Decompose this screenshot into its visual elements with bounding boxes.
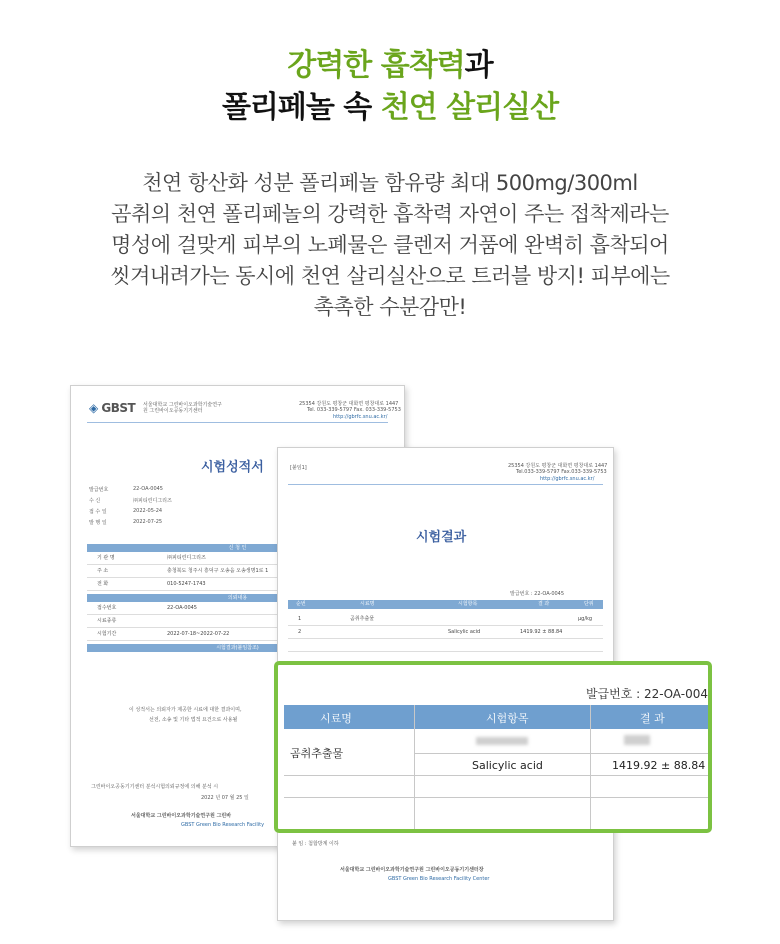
headline-line-1: [0, 40, 780, 84]
zoom-sample-name: 곰취추출물: [290, 747, 344, 760]
certificate-title: 시험성적서: [201, 460, 264, 475]
zoom-issue-number: 발급번호 : 22-OA-004: [585, 687, 708, 701]
note: 선전, 소송 및 기타 법적 요건으로 사용될: [149, 717, 238, 723]
zoomed-result-box: [274, 661, 712, 833]
gbst-logo: ◈ GBST: [89, 401, 136, 415]
description-line: 씻겨내려가는 동시에 천연 살리실산으로 트러블 방지! 피부에는: [110, 264, 670, 288]
field-label: 수 신: [89, 498, 101, 504]
description: [40, 168, 740, 323]
table-row: 주 소 충청북도 청주시 흥덕구 오송읍 오송생명1로 1: [87, 566, 388, 578]
footer-note: 그린바이오공동기기센터 분석시험의뢰규정에 의해 분석 시: [91, 784, 219, 790]
zoom-result-value: 1419.92 ± 88.84: [612, 759, 706, 772]
row-divider: [284, 775, 708, 776]
applicant-band: 신 청 인: [87, 544, 388, 552]
row-divider: [414, 753, 708, 754]
header-org: 서울대학교 그린바이오과학기술연구원 그린바이오공동기기센터: [143, 402, 222, 414]
table-row: 2 Salicylic acid 1419.92 ± 88.84: [288, 627, 603, 639]
table-row: 기 관 명 ㈜피티린디그리즈: [87, 553, 388, 565]
field-label: 발 행 일: [89, 520, 107, 526]
request-band: 의뢰내용: [87, 594, 388, 602]
field-value: ㈜피티린디그리즈: [133, 498, 172, 504]
result-title: 시험결과: [416, 530, 467, 545]
website: http://gbrfc.snu.ac.kr/: [333, 414, 388, 420]
headline-black-text: 과: [464, 48, 493, 83]
headline-line-2: [0, 82, 780, 126]
redacted-text: [476, 737, 528, 745]
header-sample: 시료명: [320, 712, 352, 725]
footer-note: 붙 임 : 첨합방계 이하: [292, 841, 339, 847]
column-divider: [590, 705, 591, 829]
field-value: 2022-05-24: [133, 508, 163, 514]
website: http://gbrfc.snu.ac.kr/: [540, 476, 595, 482]
result-band: 시험결과(붙임참조): [87, 644, 388, 652]
table-row: 접수번호 22-OA-0045: [87, 603, 388, 615]
footer-org: 서울대학교 그린바이오과학기술연구원 그린바이오공동기기센터장: [340, 867, 484, 873]
field-value: 2022-07-25: [133, 519, 163, 525]
footer-org-en: GBST Green Bio Research Facility: [181, 822, 265, 828]
tel-fax: Tel. 033-339-5797 Fax. 033-339-5753: [307, 407, 401, 413]
footer-date: 2022 년 07 월 25 일: [201, 795, 249, 801]
table-row: 시료종류: [87, 616, 388, 628]
tel-fax: Tel.033-339-5797 Fax.033-339-5753: [516, 469, 607, 475]
field-value: 22-OA-0045: [133, 486, 163, 492]
table-row: 시험기간 2022-07-18~2022-07-22: [87, 629, 388, 641]
divider: [87, 422, 388, 423]
description-line: 곰취의 천연 폴리페놀의 강력한 흡착력 자연이 주는 접착제라는: [111, 202, 669, 226]
row-divider: [284, 797, 708, 798]
header-item: 시험항목: [486, 712, 529, 725]
table-row: 전 화 010-5247-1743: [87, 579, 388, 591]
attachment-label: [붙임1]: [290, 465, 307, 471]
address: 25354 강원도 평창군 대화면 평창대로 1447: [508, 463, 608, 469]
table-row: [288, 640, 603, 652]
redacted-text: [624, 735, 650, 745]
description-line: 명성에 걸맞게 피부의 노폐물은 클렌저 거품에 완벽히 흡착되어: [111, 233, 669, 257]
column-divider: [414, 705, 415, 829]
description-line: 촉촉한 수분감만!: [313, 295, 467, 319]
header-result: 결 과: [640, 712, 665, 725]
headline-green-text: 천연 살리실산: [380, 90, 559, 125]
description-line: 천연 항산화 성분 폴리페놀 함유량 최대 500mg/300ml: [142, 171, 638, 195]
note: 이 성적서는 의뢰자가 제공한 시료에 대한 결과이며,: [129, 707, 242, 713]
table-row: 1 곰취추출물 μg/kg: [288, 614, 603, 626]
divider: [288, 484, 603, 485]
field-label: 접 수 일: [89, 509, 107, 515]
issue-number: 발급번호 : 22-OA-0045: [510, 591, 565, 597]
headline-black-text: 폴리페놀 속: [221, 90, 381, 125]
footer-org-en: GBST Green Bio Research Facility Center: [388, 876, 490, 882]
headline-green-text: 강력한 흡착력: [287, 48, 465, 83]
result-table-header: 순번 시료명 시험항목 결 과 단위: [288, 600, 603, 609]
zoom-table-header: [284, 705, 708, 729]
address: 25354 강원도 평창군 대화면 평창대로 1447: [299, 401, 399, 407]
field-label: 발급번호: [89, 487, 109, 493]
footer-org: 서울대학교 그린바이오과학기술연구원 그린바: [131, 813, 232, 819]
zoom-test-item: Salicylic acid: [472, 759, 543, 772]
